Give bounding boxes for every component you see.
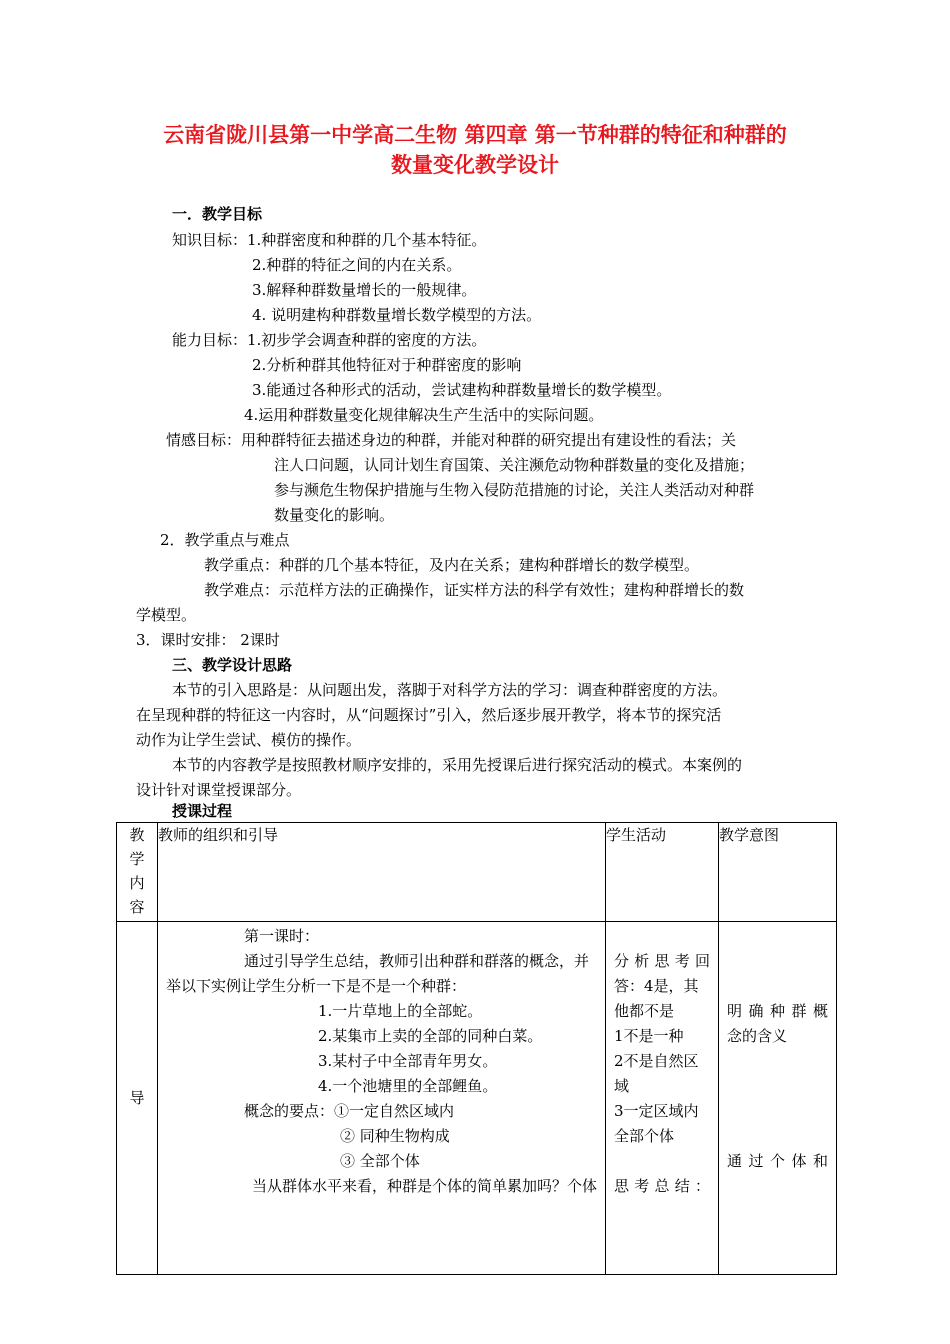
process-heading: 授课过程 [172,802,233,820]
student-line: 全部个体 [614,1127,675,1145]
teacher-line: 通过引导学生总结，教师引出种群和群落的概念，并 [244,952,590,970]
intent-spacer [727,1049,828,1149]
teacher-line: 1.一片草地上的全部蛇。 [318,1002,483,1020]
student-line: 3一定区域内 [614,1102,699,1120]
student-line: 域 [614,1077,630,1095]
student-blank-line [614,1149,710,1174]
emotion-goal-line-3: 参与濒危生物保护措施与生物入侵防范措施的讨论，关注人类活动对种群 [274,481,755,499]
section-heading-objectives: 一．教学目标 [172,205,263,223]
design-paragraph-3-line-2: 设计针对课堂授课部分。 [136,781,302,799]
ability-goal-1: 能力目标：1.初步学会调查种群的密度的方法。 [172,331,487,349]
student-line: 思考总结： [614,1177,710,1195]
teacher-line: 概念的要点：①一定自然区域内 [244,1102,455,1120]
teacher-line: 当从群体水平来看，种群是个体的简单累加吗？个体 [252,1177,598,1195]
emotion-goal-line-4: 数量变化的影响。 [274,506,395,524]
design-paragraph-1: 本节的引入思路是：从问题出发，落脚于对科学方法的学习：调查种群密度的方法。 [172,681,728,699]
teacher-line: 3.某村子中全部青年男女。 [318,1052,498,1070]
student-cell [606,922,719,1275]
teacher-line: 2.某集市上卖的全部的同种白菜。 [318,1027,543,1045]
lesson-process-table [116,822,837,1275]
schedule-text: 3．课时安排： 2课时 [136,631,280,649]
student-line: 答：4是，其 [614,977,699,995]
difficult-points-line-1: 教学难点：示范样方法的正确操作，证实样方法的科学有效性；建构种群增长的数 [204,581,745,599]
intent-line: 明确种群概 [727,1002,828,1020]
table-row [117,922,837,1275]
teacher-line: ② 同种生物构成 [340,1127,450,1145]
emotion-goal-line-2: 注人口问题，认同计划生育国策、关注濒危动物种群数量的变化及措施； [274,456,755,474]
knowledge-goal-3: 3.解释种群数量增长的一般规律。 [252,281,477,299]
teacher-cell [158,922,606,1275]
teacher-line: 第一课时： [244,927,320,945]
student-line: 他都不是 [614,1002,675,1020]
section-heading-key-points: 2．教学重点与难点 [160,531,290,549]
key-points: 教学重点：种群的几个基本特征，及内在关系；建构种群增长的数学模型。 [204,556,700,574]
teacher-line: ③ 全部个体 [340,1152,420,1170]
content-cell: 导 [117,922,158,1275]
section-heading-design: 三、教学设计思路 [172,656,293,674]
student-line: 分析思考回 [614,952,710,970]
ability-goal-3: 3.能通过各种形式的活动，尝试建构种群数量增长的数学模型。 [252,381,672,399]
header-student-cell: 学生活动 [606,823,719,922]
title-line-2: 数量变化教学设计 [391,153,559,177]
design-paragraph-2-line-1: 在呈现种群的特征这一内容时，从“问题探讨”引入，然后逐步展开教学，将本节的探究活 [136,706,722,724]
table-header-row [117,823,837,922]
difficult-points-line-2: 学模型。 [136,606,197,624]
teacher-line: 4.一个池塘里的全部鲤鱼。 [318,1077,498,1095]
ability-goal-2: 2.分析种群其他特征对于种群密度的影响 [252,356,522,374]
document-title [110,120,840,180]
teacher-line: 举以下实例让学生分析一下是不是一个种群： [166,977,467,995]
title-line-1: 云南省陇川县第一中学高二生物 第四章 第一节种群的特征和种群的 [163,123,787,147]
header-char: 容 [129,898,145,916]
ability-goal-4: 4.运用种群数量变化规律解决生产生活中的实际问题。 [244,406,604,424]
design-paragraph-3-line-1: 本节的内容教学是按照教材顺序安排的，采用先授课后进行探究活动的模式。本案例的 [172,756,743,774]
header-char: 学 [129,850,145,868]
header-char: 教 [129,826,145,844]
intent-line: 通过个体和 [727,1152,828,1170]
knowledge-goal-2: 2.种群的特征之间的内在关系。 [252,256,462,274]
header-intent-cell: 教学意图 [719,823,837,922]
header-char: 内 [129,874,145,892]
knowledge-goal-4: 4. 说明建构种群数量增长数学模型的方法。 [252,306,542,324]
knowledge-goal-1: 知识目标：1.种群密度和种群的几个基本特征。 [172,231,487,249]
student-line: 1不是一种 [614,1027,684,1045]
student-line: 2不是自然区 [614,1052,699,1070]
emotion-goal-line-1: 情感目标：用种群特征去描述身边的种群，并能对种群的研究提出有建设性的看法；关 [166,431,737,449]
intent-line: 念的含义 [727,1027,788,1045]
header-content-cell [117,823,158,922]
intent-cell [719,922,837,1275]
header-teacher-cell: 教师的组织和引导 [158,823,606,922]
design-paragraph-2-line-2: 动作为让学生尝试、模仿的操作。 [136,731,362,749]
